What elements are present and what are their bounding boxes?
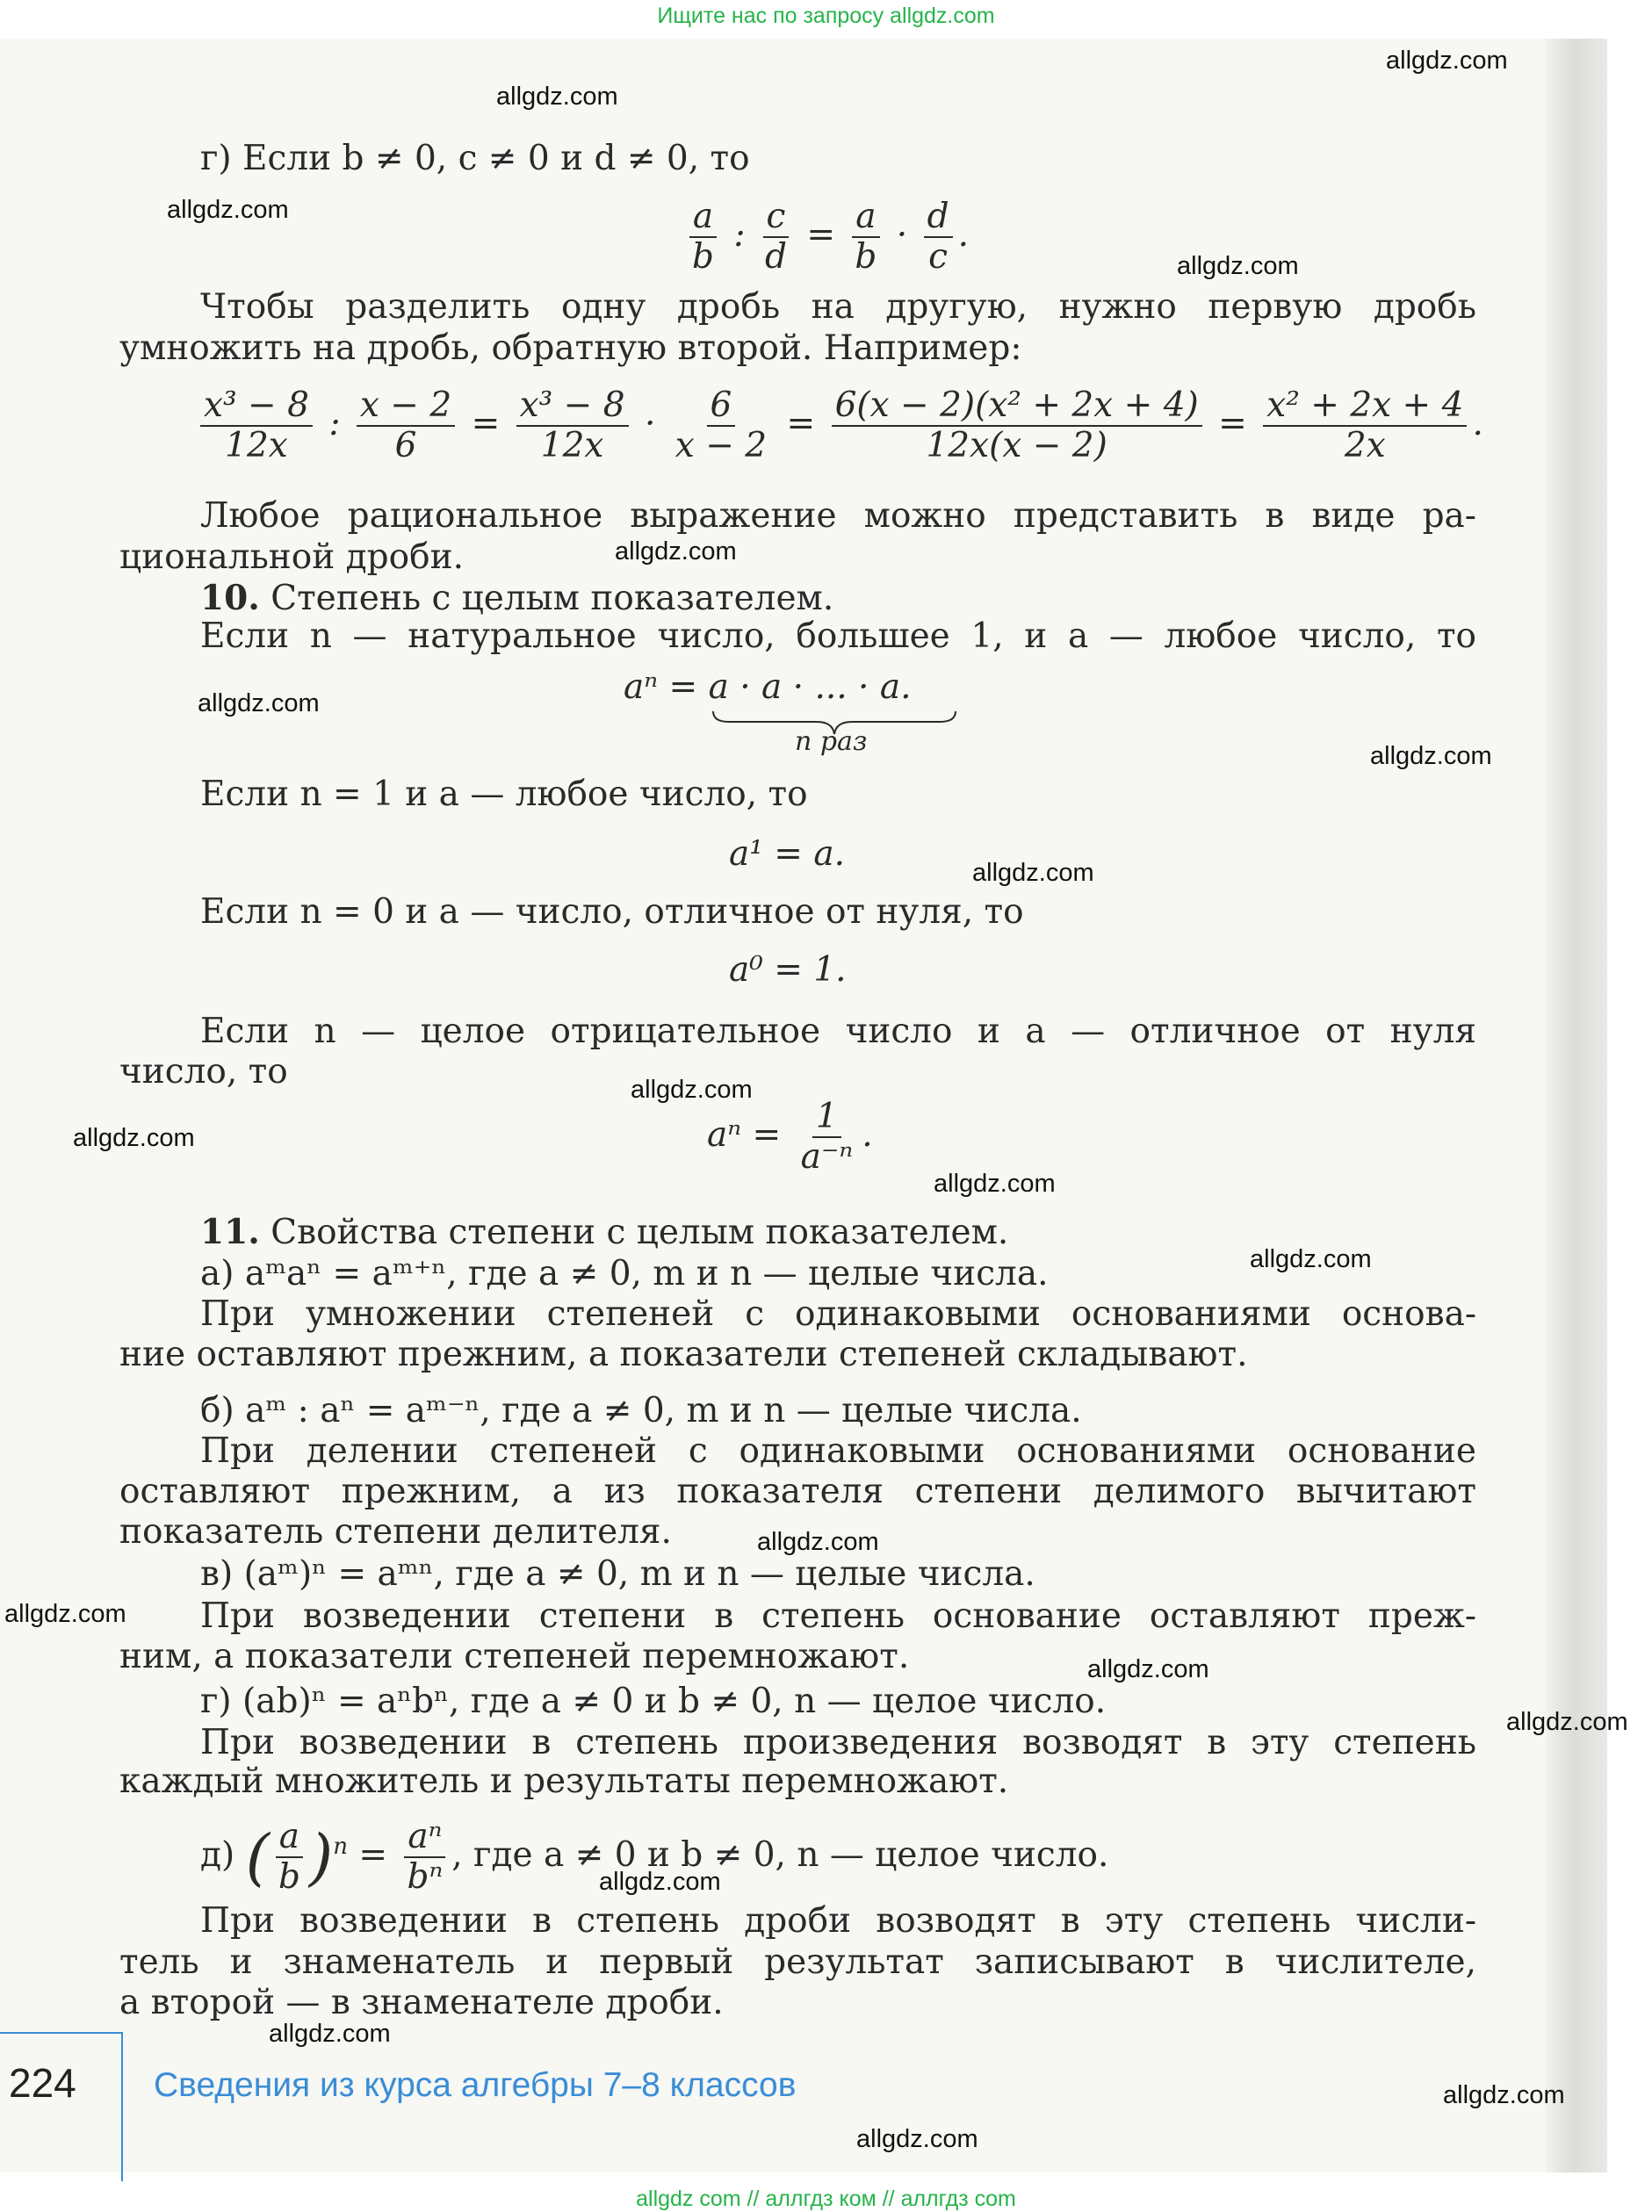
watermark: allgdz.com: [1177, 252, 1299, 280]
formula-example: $\frac{\text{x³ − 8}}{12x}$ : $\frac{x - 2}{6}$ = $\frac{\text{x³ − 8}}{12x}$ · $\frac{6}{x - 2}$ = $\frac{\text{6(x − 2)(x² + 2x + 4)}}{12x(x - 2)}$ = $\frac{\text{x² + 2x + 4}}{2x}$ .: [195, 386, 1512, 465]
text-line: число, то: [119, 1052, 288, 1092]
text-line: При возведении степени в степень основание оставляют преж-: [200, 1596, 1476, 1636]
formula-fraction-power: д) ( $\frac{a}{b}$ )$^n$ = $\frac{\text{aⁿ}}{\text{bⁿ}}$ , где a ≠ 0 и b ≠ 0, n — целое число.: [200, 1817, 1109, 1897]
formula-power-zero: a⁰ = 1.: [729, 950, 847, 990]
text-line: Если n — натуральное число, большее 1, и a — любое число, то: [200, 616, 1476, 656]
watermark: allgdz.com: [1370, 742, 1492, 770]
text-line: умножить на дробь, обратную второй. Например:: [119, 328, 1022, 368]
watermark: allgdz.com: [1250, 1245, 1372, 1273]
watermark: allgdz.com: [1506, 1708, 1628, 1736]
formula-negative-power: aⁿ = $\frac{1}{\text{a⁻ⁿ}}$ .: [707, 1097, 873, 1177]
text-line: Чтобы разделить одну дробь на другую, нужно первую дробь: [200, 287, 1476, 327]
watermark: allgdz.com: [73, 1124, 195, 1152]
watermark: allgdz.com: [269, 2020, 391, 2048]
section-title: Степень с целым показателем.: [271, 579, 834, 618]
formula-power-def: aⁿ = a · a · ... · a.: [624, 667, 912, 707]
underbrace-label: n раз: [795, 726, 868, 757]
section-number: 11.: [200, 1212, 260, 1252]
section-heading: [200, 1212, 1476, 1253]
text-line: При возведении в степень дроби возводят в эту степень числи-: [200, 1901, 1476, 1941]
text-line: б) aᵐ : aⁿ = aᵐ⁻ⁿ, где a ≠ 0, m и n — целые числа.: [200, 1391, 1082, 1430]
page-edge-shadow: [1546, 39, 1607, 2172]
watermark: allgdz.com: [1087, 1655, 1209, 1683]
watermark: allgdz.com: [934, 1170, 1056, 1198]
top-banner: Ищите нас по запросу allgdz.com: [657, 4, 995, 28]
formula-division-rule: $\frac{a}{b}$ : $\frac{c}{d}$ = $\frac{a}{b}$ · $\frac{d}{c}$ .: [0, 198, 1652, 277]
text-line: При делении степеней с одинаковыми основаниями основание: [200, 1431, 1476, 1471]
bottom-banner: allgdz com // аллгдз ком // аллгдз com: [636, 2187, 1016, 2211]
text-line: каждый множитель и результаты перемножают.: [119, 1762, 1009, 1801]
text-line: Если n = 0 и a — число, отличное от нуля, то: [200, 892, 1024, 932]
text-line: а второй — в знаменателе дроби.: [119, 1983, 724, 2022]
section-number: 10.: [200, 578, 260, 618]
text-line: Если n = 1 и a — любое число, то: [200, 775, 808, 814]
text-line: в) (aᵐ)ⁿ = aᵐⁿ, где a ≠ 0, m и n — целые числа.: [200, 1554, 1035, 1594]
footer-divider: [121, 2032, 123, 2181]
formula-power-one: a¹ = a.: [729, 834, 846, 874]
watermark: allgdz.com: [856, 2125, 978, 2153]
text-line: г) Если b ≠ 0, c ≠ 0 и d ≠ 0, то: [200, 139, 750, 178]
watermark: allgdz.com: [972, 859, 1094, 887]
footer-title: Сведения из курса алгебры 7–8 классов: [154, 2066, 797, 2104]
watermark: allgdz.com: [757, 1528, 879, 1556]
footer-rule: [0, 2032, 123, 2034]
text-line: При умножении степеней с одинаковыми основаниями основа-: [200, 1294, 1476, 1334]
text-line: Если n — целое отрицательное число и a — отличное от нуля: [200, 1012, 1476, 1051]
text-line: оставляют прежним, а из показателя степени делимого вычитают: [119, 1472, 1476, 1511]
watermark: allgdz.com: [1386, 47, 1508, 75]
text-line: показатель степени делителя.: [119, 1512, 672, 1552]
watermark: allgdz.com: [198, 689, 320, 717]
section-heading: [200, 578, 1476, 619]
text-line: ним, а показатели степеней перемножают.: [119, 1637, 910, 1676]
section-title: Свойства степени с целым показателем.: [271, 1213, 1009, 1252]
watermark: allgdz.com: [4, 1600, 126, 1628]
text-line: Любое рациональное выражение можно представить в виде ра-: [200, 496, 1476, 536]
text-line: тель и знаменатель и первый результат записывают в числителе,: [119, 1942, 1476, 1982]
watermark: allgdz.com: [631, 1076, 753, 1104]
watermark: allgdz.com: [496, 83, 618, 111]
text-line: При возведении в степень произведения возводят в эту степень: [200, 1723, 1476, 1762]
watermark: allgdz.com: [615, 537, 737, 566]
watermark: allgdz.com: [1443, 2081, 1565, 2109]
watermark: allgdz.com: [599, 1868, 721, 1896]
text-line: ние оставляют прежним, а показатели степеней складывают.: [119, 1335, 1248, 1374]
text-line: г) (ab)ⁿ = aⁿbⁿ, где a ≠ 0 и b ≠ 0, n — целое число.: [200, 1682, 1107, 1721]
page-number: 224: [9, 2060, 76, 2106]
text-line: а) aᵐaⁿ = aᵐ⁺ⁿ, где a ≠ 0, m и n — целые числа.: [200, 1254, 1049, 1293]
watermark: allgdz.com: [167, 196, 289, 224]
text-line: циональной дроби.: [119, 537, 464, 577]
